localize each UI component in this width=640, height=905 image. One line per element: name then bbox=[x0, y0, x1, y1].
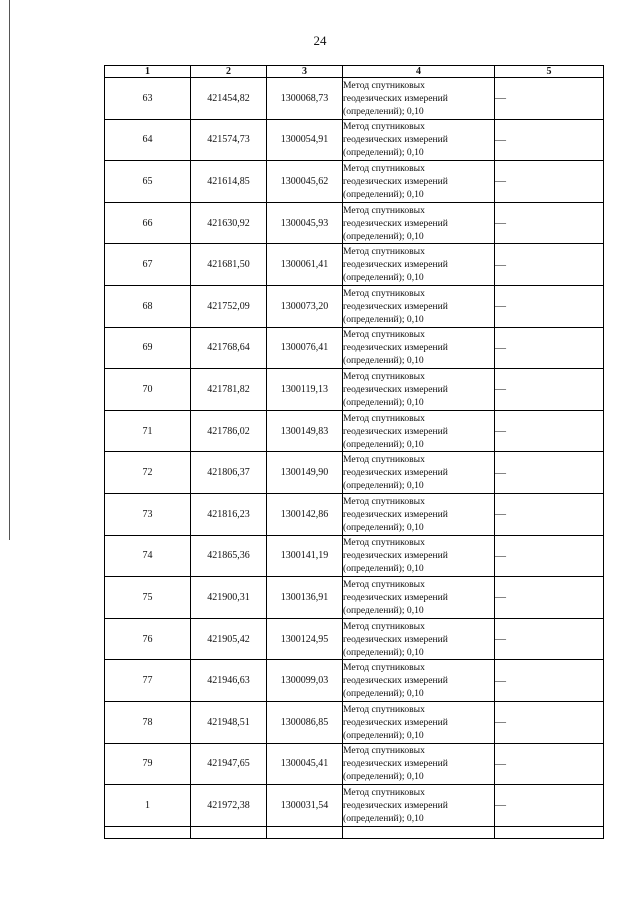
method-line: (определений); 0,10 bbox=[343, 480, 424, 492]
method-line: Метод спутниковых bbox=[343, 786, 425, 798]
point-number-cell: 70 bbox=[105, 369, 191, 411]
table-row bbox=[105, 202, 604, 244]
scan-edge-line bbox=[9, 0, 10, 540]
method-line: Метод спутниковых bbox=[343, 662, 425, 674]
table-body bbox=[105, 78, 604, 839]
column-5-cell: — bbox=[495, 327, 604, 369]
method-line: геодезических измерений bbox=[343, 550, 448, 562]
y-coordinate-cell: 1300045,41 bbox=[267, 743, 343, 785]
point-number-cell: 65 bbox=[105, 161, 191, 203]
method-cell bbox=[343, 285, 495, 327]
column-5-cell: — bbox=[495, 244, 604, 286]
method-line: (определений); 0,10 bbox=[343, 688, 424, 700]
method-line: геодезических измерений bbox=[343, 134, 448, 146]
x-coordinate-cell: 421905,42 bbox=[191, 618, 267, 660]
method-line: Метод спутниковых bbox=[343, 287, 425, 299]
x-coordinate-cell: 421630,92 bbox=[191, 202, 267, 244]
method-line: Метод спутниковых bbox=[343, 578, 425, 590]
column-5-cell: — bbox=[495, 161, 604, 203]
y-coordinate-cell: 1300149,83 bbox=[267, 410, 343, 452]
column-5-cell: — bbox=[495, 743, 604, 785]
y-coordinate-cell: 1300149,90 bbox=[267, 452, 343, 494]
x-coordinate-cell: 421454,82 bbox=[191, 78, 267, 120]
column-header-2: 2 bbox=[191, 66, 267, 78]
y-coordinate-cell: 1300076,41 bbox=[267, 327, 343, 369]
column-header-4: 4 bbox=[343, 66, 495, 78]
table-row bbox=[105, 577, 604, 619]
column-5-cell: — bbox=[495, 78, 604, 120]
table-header-row bbox=[105, 66, 604, 78]
method-line: (определений); 0,10 bbox=[343, 355, 424, 367]
page-number: 24 bbox=[313, 33, 327, 48]
x-coordinate-cell: 421806,37 bbox=[191, 452, 267, 494]
coordinates-table bbox=[104, 65, 604, 839]
column-header-5: 5 bbox=[495, 66, 604, 78]
column-5-cell: — bbox=[495, 202, 604, 244]
method-line: (определений); 0,10 bbox=[343, 272, 424, 284]
table-row bbox=[105, 618, 604, 660]
method-line: геодезических измерений bbox=[343, 716, 448, 728]
y-coordinate-cell: 1300031,54 bbox=[267, 785, 343, 827]
method-line: (определений); 0,10 bbox=[343, 729, 424, 741]
method-line: (определений); 0,10 bbox=[343, 604, 424, 616]
point-number-cell: 78 bbox=[105, 701, 191, 743]
table-row bbox=[105, 660, 604, 702]
table-row bbox=[105, 493, 604, 535]
x-coordinate-cell: 421681,50 bbox=[191, 244, 267, 286]
method-line: геодезических измерений bbox=[343, 300, 448, 312]
y-coordinate-cell: 1300061,41 bbox=[267, 244, 343, 286]
y-coordinate-cell: 1300068,73 bbox=[267, 78, 343, 120]
column-5-cell: — bbox=[495, 701, 604, 743]
column-5-cell: — bbox=[495, 618, 604, 660]
column-5-cell: — bbox=[495, 535, 604, 577]
table-row bbox=[105, 327, 604, 369]
method-line: Метод спутниковых bbox=[343, 246, 425, 258]
x-coordinate-cell: 421781,82 bbox=[191, 369, 267, 411]
point-number-cell: 63 bbox=[105, 78, 191, 120]
column-5-cell: — bbox=[495, 577, 604, 619]
y-coordinate-cell: 1300045,93 bbox=[267, 202, 343, 244]
point-number-cell: 72 bbox=[105, 452, 191, 494]
method-line: (определений); 0,10 bbox=[343, 188, 424, 200]
method-line: геодезических измерений bbox=[343, 175, 448, 187]
method-line: геодезических измерений bbox=[343, 92, 448, 104]
empty-cell bbox=[105, 826, 191, 838]
x-coordinate-cell: 421786,02 bbox=[191, 410, 267, 452]
point-number-cell: 69 bbox=[105, 327, 191, 369]
table-row bbox=[105, 78, 604, 120]
column-5-cell: — bbox=[495, 119, 604, 161]
method-cell bbox=[343, 452, 495, 494]
method-line: геодезических измерений bbox=[343, 383, 448, 395]
table-row bbox=[105, 743, 604, 785]
empty-cell bbox=[495, 826, 604, 838]
method-line: Метод спутниковых bbox=[343, 495, 425, 507]
method-line: геодезических измерений bbox=[343, 217, 448, 229]
y-coordinate-cell: 1300124,95 bbox=[267, 618, 343, 660]
method-cell bbox=[343, 327, 495, 369]
method-line: Метод спутниковых bbox=[343, 329, 425, 341]
x-coordinate-cell: 421947,65 bbox=[191, 743, 267, 785]
method-line: (определений); 0,10 bbox=[343, 646, 424, 658]
point-number-cell: 67 bbox=[105, 244, 191, 286]
method-line: геодезических измерений bbox=[343, 342, 448, 354]
method-cell bbox=[343, 701, 495, 743]
x-coordinate-cell: 421816,23 bbox=[191, 493, 267, 535]
method-cell bbox=[343, 743, 495, 785]
method-line: Метод спутниковых bbox=[343, 537, 425, 549]
method-line: Метод спутниковых bbox=[343, 121, 425, 133]
method-line: Метод спутниковых bbox=[343, 454, 425, 466]
method-cell bbox=[343, 369, 495, 411]
x-coordinate-cell: 421948,51 bbox=[191, 701, 267, 743]
table-row bbox=[105, 535, 604, 577]
method-cell bbox=[343, 78, 495, 120]
table-row bbox=[105, 161, 604, 203]
table-row bbox=[105, 410, 604, 452]
column-5-cell: — bbox=[495, 785, 604, 827]
x-coordinate-cell: 421946,63 bbox=[191, 660, 267, 702]
method-line: (определений); 0,10 bbox=[343, 563, 424, 575]
point-number-cell: 77 bbox=[105, 660, 191, 702]
table-row bbox=[105, 244, 604, 286]
method-line: геодезических измерений bbox=[343, 675, 448, 687]
method-line: геодезических измерений bbox=[343, 633, 448, 645]
y-coordinate-cell: 1300119,13 bbox=[267, 369, 343, 411]
y-coordinate-cell: 1300142,86 bbox=[267, 493, 343, 535]
method-cell bbox=[343, 202, 495, 244]
x-coordinate-cell: 421865,36 bbox=[191, 535, 267, 577]
table-row bbox=[105, 119, 604, 161]
table-row bbox=[105, 452, 604, 494]
method-line: Метод спутниковых bbox=[343, 620, 425, 632]
y-coordinate-cell: 1300136,91 bbox=[267, 577, 343, 619]
method-line: (определений); 0,10 bbox=[343, 105, 424, 117]
y-coordinate-cell: 1300099,03 bbox=[267, 660, 343, 702]
method-line: (определений); 0,10 bbox=[343, 812, 424, 824]
method-line: (определений); 0,10 bbox=[343, 230, 424, 242]
method-line: геодезических измерений bbox=[343, 591, 448, 603]
y-coordinate-cell: 1300086,85 bbox=[267, 701, 343, 743]
x-coordinate-cell: 421752,09 bbox=[191, 285, 267, 327]
x-coordinate-cell: 421768,64 bbox=[191, 327, 267, 369]
method-cell bbox=[343, 660, 495, 702]
point-number-cell: 68 bbox=[105, 285, 191, 327]
method-line: геодезических измерений bbox=[343, 467, 448, 479]
method-line: геодезических измерений bbox=[343, 425, 448, 437]
method-line: Метод спутниковых bbox=[343, 703, 425, 715]
point-number-cell: 73 bbox=[105, 493, 191, 535]
point-number-cell: 66 bbox=[105, 202, 191, 244]
point-number-cell: 76 bbox=[105, 618, 191, 660]
column-5-cell: — bbox=[495, 369, 604, 411]
method-cell bbox=[343, 161, 495, 203]
x-coordinate-cell: 421972,38 bbox=[191, 785, 267, 827]
method-line: (определений); 0,10 bbox=[343, 396, 424, 408]
point-number-cell: 64 bbox=[105, 119, 191, 161]
point-number-cell: 71 bbox=[105, 410, 191, 452]
column-header-1: 1 bbox=[105, 66, 191, 78]
y-coordinate-cell: 1300054,91 bbox=[267, 119, 343, 161]
method-cell bbox=[343, 785, 495, 827]
method-cell bbox=[343, 535, 495, 577]
table-row bbox=[105, 285, 604, 327]
method-cell bbox=[343, 119, 495, 161]
column-5-cell: — bbox=[495, 452, 604, 494]
method-line: Метод спутниковых bbox=[343, 79, 425, 91]
method-line: Метод спутниковых bbox=[343, 412, 425, 424]
column-5-cell: — bbox=[495, 285, 604, 327]
method-line: геодезических измерений bbox=[343, 758, 448, 770]
y-coordinate-cell: 1300045,62 bbox=[267, 161, 343, 203]
point-number-cell: 1 bbox=[105, 785, 191, 827]
method-line: (определений); 0,10 bbox=[343, 771, 424, 783]
method-line: геодезических измерений bbox=[343, 799, 448, 811]
method-cell bbox=[343, 577, 495, 619]
method-cell bbox=[343, 410, 495, 452]
y-coordinate-cell: 1300073,20 bbox=[267, 285, 343, 327]
x-coordinate-cell: 421900,31 bbox=[191, 577, 267, 619]
method-line: Метод спутниковых bbox=[343, 370, 425, 382]
point-number-cell: 74 bbox=[105, 535, 191, 577]
column-5-cell: — bbox=[495, 410, 604, 452]
method-line: Метод спутниковых bbox=[343, 162, 425, 174]
method-line: Метод спутниковых bbox=[343, 745, 425, 757]
empty-tail-row bbox=[105, 826, 604, 838]
method-line: (определений); 0,10 bbox=[343, 313, 424, 325]
method-line: геодезических измерений bbox=[343, 259, 448, 271]
method-cell bbox=[343, 618, 495, 660]
x-coordinate-cell: 421614,85 bbox=[191, 161, 267, 203]
table-row bbox=[105, 785, 604, 827]
y-coordinate-cell: 1300141,19 bbox=[267, 535, 343, 577]
empty-cell bbox=[191, 826, 267, 838]
x-coordinate-cell: 421574,73 bbox=[191, 119, 267, 161]
point-number-cell: 79 bbox=[105, 743, 191, 785]
column-5-cell: — bbox=[495, 660, 604, 702]
point-number-cell: 75 bbox=[105, 577, 191, 619]
column-header-3: 3 bbox=[267, 66, 343, 78]
table-row bbox=[105, 701, 604, 743]
method-line: (определений); 0,10 bbox=[343, 147, 424, 159]
empty-cell bbox=[267, 826, 343, 838]
method-line: (определений); 0,10 bbox=[343, 521, 424, 533]
table-row bbox=[105, 369, 604, 411]
column-5-cell: — bbox=[495, 493, 604, 535]
method-line: Метод спутниковых bbox=[343, 204, 425, 216]
method-line: геодезических измерений bbox=[343, 508, 448, 520]
method-line: (определений); 0,10 bbox=[343, 438, 424, 450]
empty-cell bbox=[343, 826, 495, 838]
method-cell bbox=[343, 244, 495, 286]
method-cell bbox=[343, 493, 495, 535]
